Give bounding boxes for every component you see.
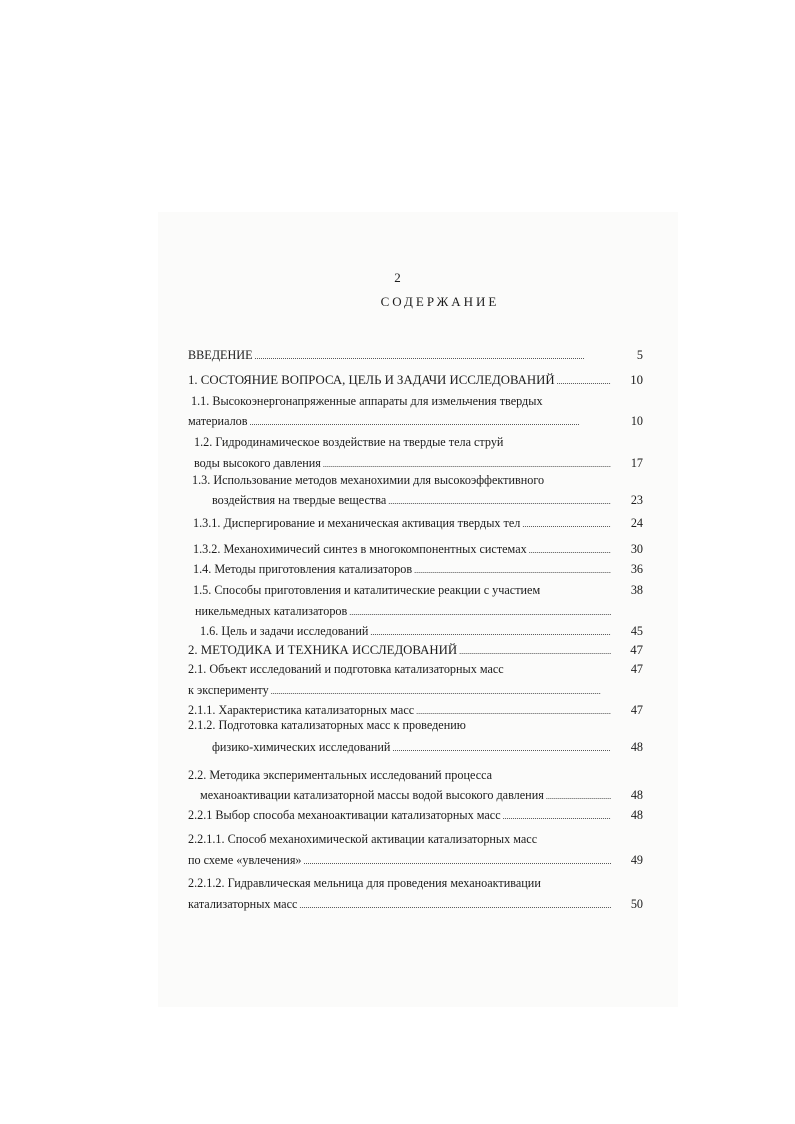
toc-entry-text: никельмедных катализаторов — [195, 604, 348, 618]
toc-entry-chapter-1[interactable] — [188, 373, 643, 389]
toc-entry-section-2-1-1[interactable] — [188, 703, 643, 719]
toc-entry-text: 1.3.2. Механохимичесий синтез в многокомпонентных системах — [193, 542, 527, 556]
toc-entry-text: 1.6. Цель и задачи исследований — [200, 624, 369, 638]
toc-entry-page: 47 — [630, 703, 643, 717]
toc-entry-section-1-4[interactable] — [193, 562, 643, 578]
toc-leader-dots — [299, 897, 611, 913]
toc-entry-section-2-1[interactable] — [188, 662, 643, 676]
toc-entry-section-2-2[interactable] — [188, 768, 643, 782]
toc-entry-section-1-3-cont[interactable] — [212, 493, 643, 509]
toc-entry-section-2-2-1-1-cont[interactable] — [188, 853, 643, 869]
toc-leader-dots — [557, 373, 611, 389]
toc-entry-page: 48 — [630, 808, 643, 822]
toc-entry-page: 30 — [630, 542, 643, 556]
toc-entry-page: 10 — [630, 414, 643, 428]
toc-entry-page: 49 — [630, 853, 643, 867]
toc-entry-text: 2.1.2. Подготовка катализаторных масс к проведению — [188, 718, 466, 732]
toc-entry-chapter-2[interactable] — [188, 643, 643, 659]
toc-entry-section-1-2[interactable] — [194, 435, 643, 449]
toc-entry-text: 1. СОСТОЯНИЕ ВОПРОСА, ЦЕЛЬ И ЗАДАЧИ ИССЛЕДОВАНИЙ — [188, 373, 555, 387]
toc-entry-page: 5 — [636, 348, 643, 362]
toc-leader-dots — [323, 456, 611, 472]
toc-entry-introduction[interactable] — [188, 348, 643, 364]
toc-leader-dots — [304, 853, 611, 869]
toc-entry-page: 38 — [630, 583, 643, 597]
toc-entry-section-1-3[interactable] — [192, 473, 643, 487]
toc-leader-dots — [546, 788, 611, 804]
toc-leader-dots — [416, 703, 611, 719]
toc-leader-dots — [271, 683, 611, 699]
toc-entry-section-2-1-2-cont[interactable] — [212, 740, 643, 756]
toc-entry-page: 47 — [630, 662, 643, 676]
toc-leader-dots — [255, 348, 611, 364]
toc-entry-section-2-2-1-2[interactable] — [188, 876, 643, 890]
toc-entry-text: к эксперименту — [188, 683, 269, 697]
toc-leader-dots — [459, 643, 611, 659]
toc-entry-page: 17 — [630, 456, 643, 470]
toc-entry-page: 48 — [630, 788, 643, 802]
toc-entry-text: 2.1. Объект исследований и подготовка катализаторных масс — [188, 662, 504, 676]
toc-entry-section-2-2-1-1[interactable] — [188, 832, 643, 846]
toc-leader-dots — [392, 740, 611, 756]
toc-entry-section-2-1-2[interactable] — [188, 718, 643, 732]
toc-entry-text: 2. МЕТОДИКА И ТЕХНИКА ИССЛЕДОВАНИЙ — [188, 643, 458, 657]
toc-entry-text: физико-химических исследований — [212, 740, 391, 754]
toc-entry-section-1-2-cont[interactable] — [194, 456, 643, 472]
toc-entry-page: 24 — [630, 516, 643, 530]
toc-entry-text: 1.3. Использование методов механохимии для высокоэффективного — [192, 473, 545, 487]
toc-entry-text: механоактивации катализаторной массы водой высокого давления — [200, 788, 544, 802]
toc-leader-dots — [414, 562, 611, 578]
toc-entry-text: 2.2.1.1. Способ механохимической активации катализаторных масс — [188, 832, 538, 846]
toc-entry-section-1-6[interactable] — [200, 624, 643, 640]
toc-entry-text: 1.5. Способы приготовления и каталитические реакции с участием — [193, 583, 541, 597]
toc-entry-page: 48 — [630, 740, 643, 754]
toc-entry-text: 2.2.1 Выбор способа механоактивации катализаторных масс — [188, 808, 501, 822]
toc-entry-text: 2.2.1.2. Гидравлическая мельница для проведения механоактивации — [188, 876, 541, 890]
toc-entry-text: по схеме «увлечения» — [188, 853, 302, 867]
toc-entry-text: 1.3.1. Диспергирование и механическая активация твердых тел — [193, 516, 521, 530]
toc-entry-text: 1.2. Гидродинамическое воздействие на твердые тела струй — [194, 435, 504, 449]
toc-entry-page: 50 — [630, 897, 643, 911]
toc-entry-section-1-1-cont[interactable] — [188, 414, 643, 430]
toc-entry-text: ВВЕДЕНИЕ — [188, 348, 253, 362]
toc-entry-page: 36 — [630, 562, 643, 576]
toc-entry-section-1-5-cont[interactable] — [195, 604, 613, 620]
toc-entry-section-2-1-cont[interactable] — [188, 683, 613, 699]
toc-entry-page: 45 — [630, 624, 643, 638]
toc-leader-dots — [370, 624, 611, 640]
toc-entry-text: катализаторных масс — [188, 897, 298, 911]
toc-leader-dots — [503, 808, 611, 824]
toc-entry-section-1-3-1[interactable] — [193, 516, 643, 532]
toc-entry-text: 2.1.1. Характеристика катализаторных масс — [188, 703, 415, 717]
toc-entry-text: 1.4. Методы приготовления катализаторов — [193, 562, 413, 576]
toc-leader-dots — [250, 414, 611, 430]
toc-entry-section-1-5[interactable] — [193, 583, 643, 597]
page-number: 2 — [394, 270, 401, 285]
toc-entry-section-2-2-1-2-cont[interactable] — [188, 897, 643, 913]
toc-entry-text: 2.2. Методика экспериментальных исследований процесса — [188, 768, 493, 782]
toc-leader-dots — [349, 604, 611, 620]
toc-entry-text: материалов — [188, 414, 248, 428]
toc-entry-text: воздействия на твердые вещества — [212, 493, 387, 507]
toc-entry-section-2-2-1[interactable] — [188, 808, 643, 824]
toc-leader-dots — [388, 493, 611, 509]
toc-entry-section-1-3-2[interactable] — [193, 542, 643, 558]
page-title: СОДЕРЖАНИЕ — [380, 294, 500, 309]
toc-entry-text: 1.1. Высокоэнергонапряженные аппараты для измельчения твердых — [191, 394, 543, 408]
toc-entry-section-2-2-cont[interactable] — [200, 788, 643, 804]
toc-entry-text: воды высокого давления — [194, 456, 321, 470]
toc-entry-page: 47 — [630, 643, 643, 657]
toc-entry-section-1-1[interactable] — [191, 394, 643, 408]
toc-leader-dots — [522, 516, 611, 532]
toc-leader-dots — [529, 542, 611, 558]
toc-entry-page: 10 — [630, 373, 643, 387]
toc-entry-page: 23 — [630, 493, 643, 507]
